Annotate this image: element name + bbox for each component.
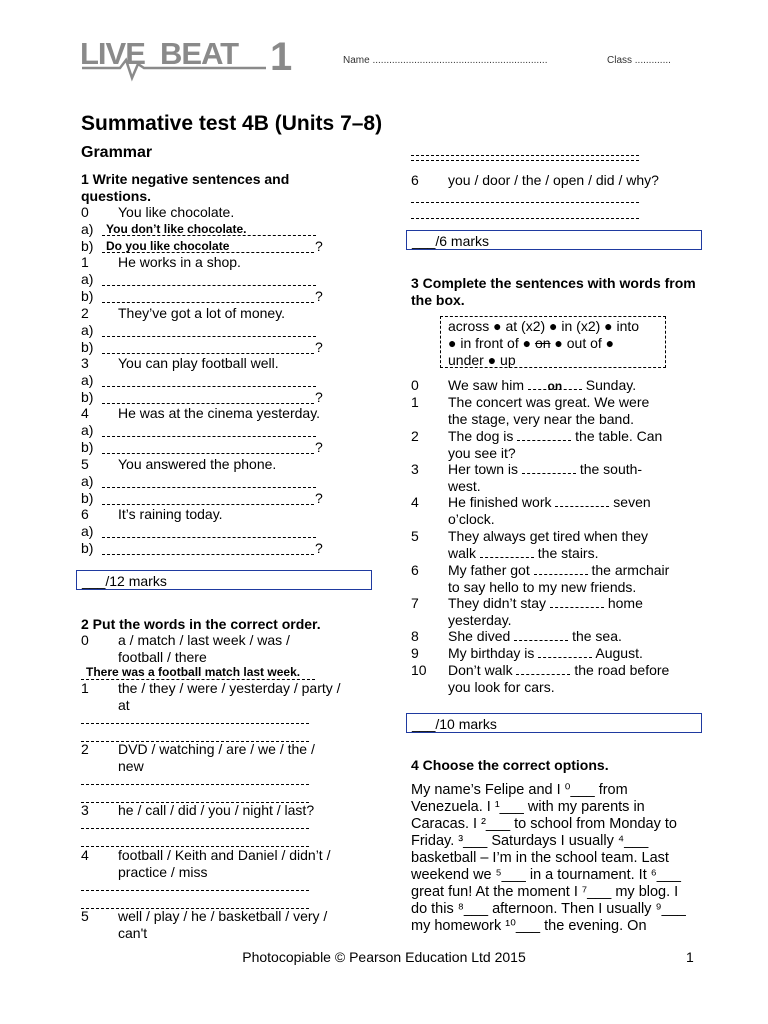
ex3-text-before: Don’t walk	[448, 662, 513, 678]
ex3-text-before: We saw him	[448, 377, 524, 393]
ex2-answer-line[interactable]	[411, 155, 639, 156]
ex3-item-line2	[448, 545, 599, 562]
ex2-item-number: 3	[81, 802, 89, 818]
ex3-text-before: My birthday is	[448, 645, 535, 661]
ex3-text-before: She dived	[448, 628, 511, 644]
ex1-item-number: 2	[81, 304, 89, 321]
ex3-item-line1	[448, 528, 648, 545]
question-mark: ?	[315, 539, 323, 556]
svg-text:1: 1	[270, 35, 293, 79]
ex3-text-after: the road before	[574, 662, 670, 678]
ex1-answer-b: Do you like chocolate	[106, 239, 230, 253]
ex1-b-label: b)	[81, 288, 94, 305]
ex3-item-line2: you see it?	[448, 445, 516, 461]
ex2-item-number: 2	[81, 741, 89, 757]
ex2-item-number: 4	[81, 847, 89, 863]
ex3-gap[interactable]	[516, 662, 570, 675]
ex3-item-number: 8	[411, 628, 419, 644]
ex4-paragraph-line: Venezuela. I ¹___ with my parents in	[411, 799, 645, 815]
ex1-a-label: a)	[81, 472, 94, 489]
ex1-item-prompt: He works in a shop.	[118, 254, 241, 271]
ex1-marks-box[interactable]: ___/12 marks	[76, 570, 372, 590]
ex1-heading: 1 Write negative sentences and questions.	[81, 171, 290, 204]
ex3-item-line1	[448, 494, 651, 511]
ex3-item-number: 0	[411, 377, 419, 393]
ex1-item-prompt: He was at the cinema yesterday.	[118, 405, 321, 422]
ex3-gap[interactable]	[538, 645, 592, 658]
ex4-paragraph-line: great fun! At the moment I ⁷___ my blog. I	[411, 884, 679, 900]
ex1-answer-a-line[interactable]	[102, 336, 316, 337]
ex4-paragraph-line: Caracas. I ²___ to school from Monday to	[411, 816, 677, 832]
ex2-item-number: 0	[81, 632, 89, 648]
ex3-text-before: My father got	[448, 562, 530, 578]
ex3-text-before: They didn’t stay	[448, 595, 547, 611]
ex2-item-number: 6	[411, 172, 419, 188]
ex3-item-line1	[448, 394, 649, 411]
ex3-item-number: 1	[411, 394, 419, 410]
ex1-item-number: 1	[81, 254, 89, 271]
ex1-item-number: 6	[81, 505, 89, 522]
ex3-text-after: the sea.	[572, 628, 622, 644]
ex3-item-line2: west.	[448, 478, 481, 494]
ex3-text-after: the stairs.	[537, 545, 599, 561]
ex3-text-after: the table. Can	[575, 428, 663, 444]
ex3-gap[interactable]	[522, 461, 576, 474]
ex1-item-number: 0	[81, 204, 89, 220]
ex3-item-number: 4	[411, 494, 419, 510]
ex1-answer-a-line[interactable]	[102, 386, 316, 387]
ex1-answer-b-line[interactable]	[102, 554, 314, 555]
ex3-item-number: 6	[411, 562, 419, 578]
ex2-item-line1: the / they / were / yesterday / party /	[118, 680, 341, 696]
ex1-answer-b-line[interactable]	[102, 353, 314, 354]
ex4-paragraph-line: My name’s Felipe and I ⁰___ from	[411, 782, 628, 798]
ex1-item-prompt: You can play football well.	[118, 354, 279, 371]
ex3-text-before: Her town is	[448, 461, 519, 477]
ex2-marks-box[interactable]: ___/6 marks	[406, 230, 702, 250]
ex3-item-number: 3	[411, 461, 419, 477]
svg-text:BEAT: BEAT	[160, 36, 239, 71]
ex2-item-line1: DVD / watching / are / we / the /	[118, 741, 315, 757]
ex3-gap[interactable]	[555, 494, 609, 507]
ex3-heading: 3 Complete the sentences with words from the box.	[411, 275, 696, 308]
crossed-word: on	[534, 335, 551, 351]
ex2-item-number: 1	[81, 680, 89, 696]
ex1-item-prompt: You like chocolate.	[118, 204, 235, 220]
ex3-gap[interactable]	[514, 628, 568, 641]
ex3-item-line1	[448, 645, 643, 662]
word-box-line1: across ● at (x2) ● in (x2) ● into	[448, 318, 640, 334]
ex2-answer-line[interactable]	[411, 202, 639, 203]
ex1-item-prompt: They’ve got a lot of money.	[118, 304, 286, 321]
ex2-answer-line[interactable]	[81, 828, 309, 829]
ex1-answer-a: You don’t like chocolate.	[106, 222, 247, 236]
ex1-b-label: b)	[81, 439, 94, 456]
ex1-a-label: a)	[81, 271, 94, 288]
ex3-item-line1	[448, 662, 669, 679]
ex1-a-label: a)	[81, 221, 94, 237]
ex1-b-label: b)	[81, 338, 94, 355]
ex3-item-line1	[448, 562, 669, 579]
ex1-b-label: b)	[81, 238, 94, 254]
ex3-item-number: 10	[411, 662, 427, 678]
ex3-text-before: He finished work	[448, 494, 552, 510]
ex2-item-line2: at	[118, 697, 130, 713]
ex4-paragraph-line: weekend we ⁵___ in a tournament. It ⁶___	[411, 867, 681, 883]
ex2-item-line2: new	[118, 758, 144, 774]
ex3-text-after: home	[607, 595, 643, 611]
ex3-item-line2: yesterday.	[448, 612, 512, 628]
ex2-answer-line[interactable]	[411, 160, 639, 161]
live-beat-logo	[80, 34, 300, 82]
section-heading: Grammar	[81, 144, 153, 161]
ex3-marks-box[interactable]: ___/10 marks	[406, 713, 702, 733]
ex1-item-number: 3	[81, 354, 89, 371]
question-mark: ?	[315, 238, 323, 254]
ex1-answer-a-line[interactable]	[102, 436, 316, 437]
svg-text:LIVE: LIVE	[80, 36, 145, 71]
ex3-gap[interactable]	[528, 377, 582, 393]
ex3-item-line2: you look for cars.	[448, 679, 555, 695]
question-mark: ?	[315, 338, 323, 355]
ex1-a-label: a)	[81, 522, 94, 539]
footer-copyright: Photocopiable © Pearson Education Ltd 2015	[242, 949, 526, 965]
ex2-item-line1: he / call / did / you / night / last?	[118, 802, 315, 818]
ex3-item-line1	[448, 628, 622, 645]
ex1-answer-a-line[interactable]	[102, 285, 316, 286]
ex4-paragraph-line: basketball – I’m in the school team. Last	[411, 850, 669, 866]
ex3-text-after: August.	[595, 645, 643, 661]
ex3-item-line1	[448, 461, 642, 478]
question-mark: ?	[315, 439, 323, 456]
ex2-item-line2: can't	[118, 925, 148, 941]
ex4-paragraph-line: Friday. ³___ Saturdays I usually ⁴___	[411, 833, 649, 849]
ex3-text-before: walk	[448, 545, 477, 561]
ex3-item-number: 9	[411, 645, 419, 661]
ex3-text-before: The dog is	[448, 428, 514, 444]
ex3-item-line1	[448, 428, 662, 445]
ex3-gap[interactable]	[480, 545, 534, 558]
ex3-item-number: 2	[411, 428, 419, 444]
ex3-gap[interactable]	[517, 428, 571, 441]
ex3-text-after: Sunday.	[585, 377, 637, 393]
ex3-gap[interactable]	[550, 595, 604, 608]
question-mark: ?	[315, 388, 323, 405]
ex2-item-line1: well / play / he / basketball / very /	[118, 908, 328, 924]
page-title: Summative test 4B (Units 7–8)	[81, 112, 383, 135]
ex1-answer-b-line[interactable]	[102, 453, 314, 454]
ex2-answer-line[interactable]	[81, 723, 309, 724]
ex4-heading: 4 Choose the correct options.	[411, 757, 609, 773]
ex2-item-line1: a / match / last week / was /	[118, 632, 290, 648]
ex3-text-after: the south-	[579, 461, 643, 477]
ex1-a-label: a)	[81, 321, 94, 338]
ex2-item-line1: you / door / the / open / did / why?	[448, 172, 659, 188]
ex1-b-label: b)	[81, 388, 94, 405]
ex3-item-number: 7	[411, 595, 419, 611]
ex1-item-prompt: You answered the phone.	[118, 455, 277, 472]
ex4-paragraph-line: do this ⁸___ afternoon. Then I usually ⁹___	[411, 901, 686, 917]
ex3-text-before: They always get tired when they	[448, 528, 648, 544]
ex3-gap[interactable]	[534, 562, 588, 575]
ex3-text-after: seven	[613, 494, 651, 510]
ex1-b-label: b)	[81, 539, 94, 556]
ex2-item-line2: football / there	[118, 649, 207, 665]
ex1-a-label: a)	[81, 371, 94, 388]
word-box-line2: ● in front of ● on ● out of ●	[448, 335, 615, 351]
ex3-item-line1	[448, 377, 636, 394]
ex1-answer-a-line[interactable]	[102, 537, 316, 538]
ex2-item-line2: practice / miss	[118, 864, 208, 880]
question-mark: ?	[315, 489, 323, 506]
ex1-answer-b-line[interactable]	[102, 302, 314, 303]
ex1-a-label: a)	[81, 422, 94, 439]
ex2-answer-line[interactable]	[81, 890, 309, 891]
ex3-text-before: The concert was great. We were	[448, 394, 650, 410]
ex1-item-prompt: It’s raining today.	[118, 505, 223, 522]
ex3-item-line1	[448, 595, 643, 612]
class-field-label: Class .............	[607, 55, 671, 66]
ex1-b-label: b)	[81, 489, 94, 506]
ex2-answer-line[interactable]	[81, 784, 309, 785]
page-number: 1	[686, 949, 694, 965]
question-mark: ?	[315, 288, 323, 305]
ex4-paragraph-line: my homework ¹⁰___ the evening. On	[411, 918, 647, 934]
ex2-example-answer: There was a football match last week.	[86, 665, 301, 679]
ex2-item-number: 5	[81, 908, 89, 924]
ex1-item-number: 4	[81, 405, 89, 422]
ex3-item-line2: the stage, very near the band.	[448, 411, 635, 427]
name-field-label: Name ...............................................................	[343, 55, 548, 66]
word-box-line3: under ● up	[448, 352, 516, 368]
ex3-item-number: 5	[411, 528, 419, 544]
ex3-gap-answer: on	[547, 379, 563, 393]
ex2-item-line1: football / Keith and Daniel / didn’t /	[118, 847, 331, 863]
ex2-answer-line[interactable]	[411, 218, 639, 219]
ex1-answer-a-line[interactable]	[102, 487, 316, 488]
ex1-answer-b-line[interactable]	[102, 504, 314, 505]
ex1-item-number: 5	[81, 455, 89, 472]
ex2-heading: 2 Put the words in the correct order.	[81, 616, 321, 632]
ex3-text-after: the armchair	[591, 562, 670, 578]
ex3-item-line2: o’clock.	[448, 511, 495, 527]
ex1-answer-b-line[interactable]	[102, 403, 314, 404]
ex3-item-line2: to say hello to my new friends.	[448, 579, 637, 595]
